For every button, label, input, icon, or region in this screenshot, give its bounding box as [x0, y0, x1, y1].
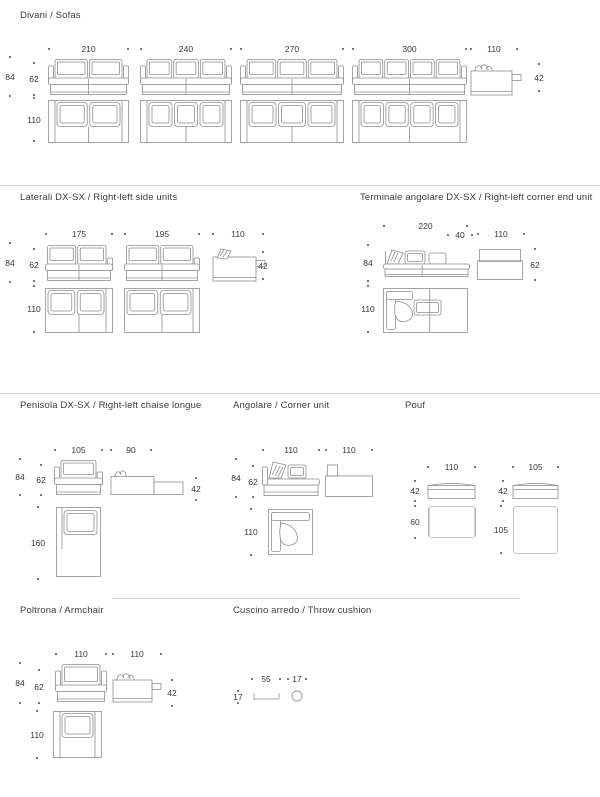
- side-unit-195-top-view: [124, 288, 200, 333]
- dim-sofa-240-width: [140, 44, 232, 54]
- armchair-side-view: [112, 671, 162, 703]
- dim-label: 42: [258, 260, 268, 271]
- dim-sofa-270-width: [240, 44, 344, 54]
- section-title-throw-cushion: Cuscino arredo / Throw cushion: [233, 605, 372, 616]
- dim-label: 160: [30, 538, 46, 548]
- dim-label: 55: [261, 674, 271, 684]
- dim-corner-end-depth: [360, 285, 376, 333]
- dim-sofa-210-width: [48, 44, 129, 54]
- dim-sofa-side-width: [470, 44, 518, 54]
- dim-pouf1-width: [427, 462, 476, 472]
- sofa-210-front-view: [48, 58, 129, 96]
- corner-end-front-view: [383, 246, 470, 278]
- sofa-300-front-view: [352, 58, 467, 96]
- dim-label: 62: [530, 259, 540, 270]
- dim-label: 195: [154, 229, 170, 239]
- sofa-240-top-view: [140, 100, 232, 143]
- section-title-side-units: Laterali DX-SX / Right-left side units: [20, 192, 178, 203]
- pouf1-top-view: [428, 506, 476, 538]
- dim-label: 105: [493, 524, 509, 535]
- dim-label: 210: [81, 44, 96, 54]
- dim-corner-end-side-width: [477, 229, 525, 239]
- dim-label: 175: [71, 229, 87, 239]
- dim-label: 84: [231, 473, 241, 483]
- sofa-300-top-view: [352, 100, 467, 143]
- dim-corner-end-total-height: [360, 244, 376, 282]
- dim-side-unit-side-width: [212, 229, 264, 239]
- dim-armchair-total-height: [12, 662, 28, 704]
- dim-pouf1-depth: [407, 505, 423, 539]
- corner-unit-top-view: [268, 509, 313, 555]
- dim-label: 62: [29, 74, 39, 84]
- dim-chaise-length: [110, 445, 152, 455]
- dim-armchair-side-width: [112, 649, 162, 659]
- dim-label: 105: [528, 462, 543, 472]
- dim-label: 110: [74, 649, 88, 659]
- dim-corner-unit-back-height: [245, 465, 261, 498]
- dim-corner-unit-width: [262, 445, 320, 455]
- dim-side-unit-depth: [26, 285, 42, 333]
- dim-cushion-height: [230, 690, 246, 704]
- dim-sofa-total-height: [2, 56, 18, 97]
- pouf2-top-view: [513, 506, 558, 554]
- dim-label: 220: [418, 221, 433, 231]
- section-title-corner-end-unit: Terminale angolare DX-SX / Right-left corner end unit: [360, 192, 593, 203]
- sofa-270-front-view: [240, 58, 344, 96]
- dim-pouf2-depth: [493, 505, 509, 554]
- corner-unit-front-view: [262, 459, 320, 498]
- section-divider: [112, 598, 520, 599]
- section-divider: [0, 185, 600, 186]
- dim-chaise-depth: [30, 506, 46, 580]
- dim-armchair-depth: [29, 710, 45, 759]
- dim-side-unit-195-width: [124, 229, 200, 239]
- dim-label: 110: [231, 229, 245, 239]
- chaise-front-view: [54, 459, 103, 496]
- dim-side-unit-total-height: [2, 242, 18, 283]
- dim-label: 300: [402, 44, 417, 54]
- dim-sofa-arm-height: [531, 63, 547, 92]
- dim-pouf1-height: [407, 480, 423, 502]
- dim-label: 110: [27, 304, 41, 314]
- dim-chaise-total-height: [12, 458, 28, 496]
- dim-label: 42: [410, 486, 420, 496]
- corner-end-top-view: [383, 288, 468, 333]
- dim-label: 84: [5, 71, 15, 82]
- dim-label: 62: [29, 260, 39, 270]
- dim-pouf2-width: [512, 462, 559, 472]
- dim-label: 40: [455, 230, 465, 240]
- dim-label: 60: [410, 517, 420, 527]
- side-unit-175-front-view: [45, 244, 113, 282]
- dim-sofa-back-height: [26, 62, 42, 96]
- sofa-240-front-view: [140, 58, 232, 96]
- sofa-270-top-view: [240, 100, 344, 143]
- dim-label: 42: [167, 688, 177, 698]
- dim-chaise-back-height: [33, 464, 49, 496]
- armchair-front-view: [55, 663, 107, 703]
- dim-label: 84: [15, 678, 25, 688]
- dim-label: 90: [126, 445, 136, 455]
- sofa-210-top-view: [48, 100, 129, 143]
- section-title-chaise-longue: Penisola DX-SX / Right-left chaise longue: [20, 400, 202, 411]
- dim-armchair-width: [55, 649, 107, 659]
- dim-corner-unit-side-width: [325, 445, 373, 455]
- dim-label: 110: [444, 462, 459, 472]
- dim-label: 240: [178, 44, 194, 54]
- pouf2-front-view: [512, 481, 559, 500]
- dim-armchair-arm-height: [164, 679, 180, 707]
- dim-corner-unit-depth: [243, 508, 259, 556]
- dim-corner-end-extension: [447, 230, 473, 240]
- dim-label: 42: [191, 484, 201, 494]
- corner-unit-side-view: [325, 463, 373, 497]
- dim-label: 84: [5, 257, 15, 268]
- dim-side-unit-175-width: [45, 229, 113, 239]
- section-title-armchair: Poltrona / Armchair: [20, 605, 104, 616]
- dim-label: 110: [494, 229, 508, 239]
- dim-armchair-back-height: [31, 669, 47, 704]
- dim-label: 110: [361, 304, 375, 314]
- dim-label: 62: [34, 681, 44, 692]
- dim-corner-unit-total-height: [228, 458, 244, 498]
- dim-label: 110: [487, 44, 501, 54]
- corner-end-side-view: [477, 249, 523, 280]
- side-unit-side-view: [212, 248, 266, 282]
- dim-label: 62: [248, 476, 258, 487]
- side-unit-175-top-view: [45, 288, 113, 333]
- dim-chaise-seat-height: [188, 477, 204, 501]
- dim-label: 42: [534, 72, 544, 83]
- section-title-sofas: Divani / Sofas: [20, 10, 81, 21]
- dim-pouf2-height: [495, 480, 511, 502]
- dim-label: 110: [30, 729, 44, 740]
- dim-label: 110: [244, 527, 258, 537]
- section-title-corner-unit: Angolare / Corner unit: [233, 400, 330, 411]
- dim-cushion-width: [251, 674, 281, 684]
- dim-label: 84: [363, 258, 373, 268]
- pouf1-front-view: [427, 481, 476, 500]
- dim-corner-end-back-height: [527, 248, 543, 281]
- dim-label: 110: [27, 114, 41, 125]
- dim-label: 84: [15, 472, 25, 482]
- section-divider: [0, 393, 600, 394]
- dim-label: 270: [284, 44, 300, 54]
- dim-label: 110: [342, 445, 356, 455]
- dim-sofa-depth: [26, 97, 42, 142]
- cushion-front-view: [253, 692, 280, 700]
- dim-label: 110: [284, 445, 298, 455]
- dim-label: 110: [130, 649, 144, 659]
- dim-cushion-diameter: [287, 674, 307, 684]
- dim-label: 17: [292, 674, 302, 684]
- dim-chaise-width: [54, 445, 103, 455]
- cushion-side-view: [291, 690, 303, 702]
- dim-sofa-300-width: [352, 44, 467, 54]
- dim-label: 62: [36, 475, 46, 485]
- dim-label: 42: [498, 486, 508, 496]
- section-title-pouf: Pouf: [405, 400, 426, 411]
- dim-label: 105: [71, 445, 86, 455]
- dim-side-unit-back-height: [26, 248, 42, 282]
- side-unit-195-front-view: [124, 244, 200, 282]
- sofa-side-view: [470, 62, 522, 96]
- armchair-top-view: [53, 711, 102, 758]
- dim-label: 17: [233, 692, 243, 702]
- chaise-side-view: [110, 468, 184, 496]
- chaise-top-view: [56, 507, 101, 577]
